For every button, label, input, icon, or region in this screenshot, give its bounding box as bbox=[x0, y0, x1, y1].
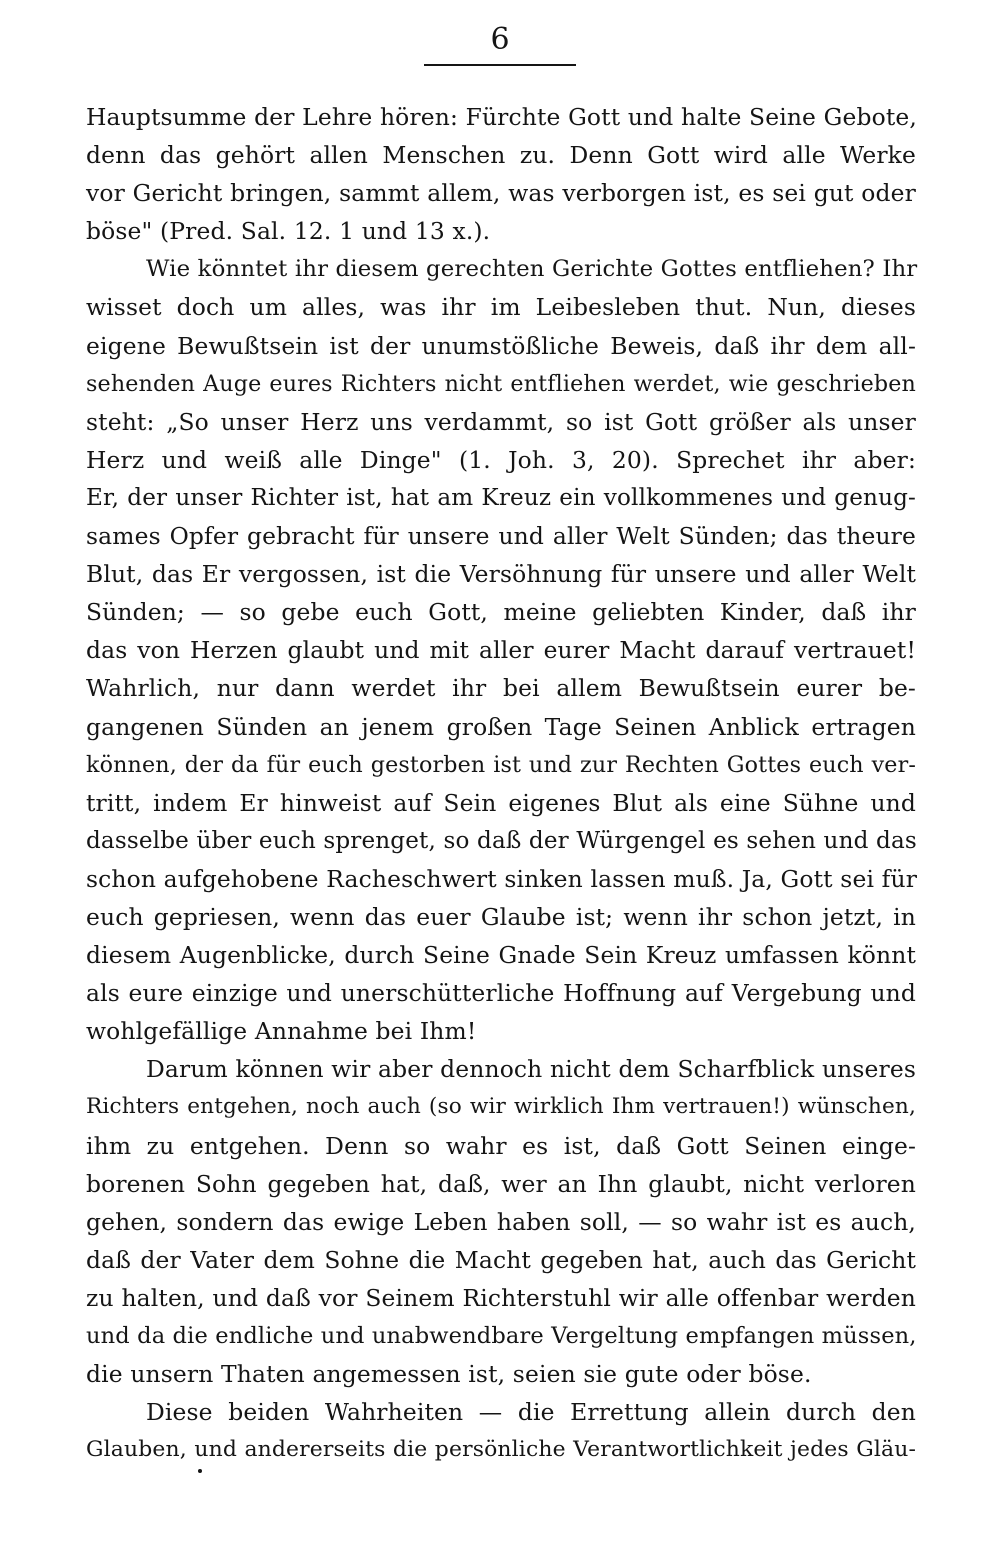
text-line: dasselbe über euch sprenget, so daß der Würgengel es sehen und das bbox=[86, 827, 917, 854]
text-line: tritt, indem Er hinweist auf Sein eigenes Blut als eine Sühne und bbox=[86, 788, 916, 817]
text-line: borenen Sohn gegeben hat, daß, wer an Ihn glaubt, nicht verloren bbox=[86, 1169, 916, 1198]
page-number: 6 bbox=[490, 22, 510, 57]
text-line: und da die endliche und unabwendbare Vergeltung empfangen müssen, bbox=[86, 1323, 917, 1349]
text-line: wisset doch um alles, was ihr im Leibesleben thut. Nun, dieses bbox=[86, 293, 916, 322]
text-line: gehen, sondern das ewige Leben haben soll, — so wahr ist es auch, bbox=[86, 1207, 916, 1236]
text-line: zu halten, und daß vor Seinem Richterstuhl wir alle offenbar werden bbox=[86, 1283, 916, 1312]
text-line: denn das gehört allen Menschen zu. Denn Gott wird alle Werke bbox=[86, 141, 916, 170]
text-line: daß der Vater dem Sohne die Macht gegeben hat, auch das Gericht bbox=[86, 1245, 916, 1274]
header-rule bbox=[424, 64, 576, 66]
text-line: das von Herzen glaubt und mit aller eurer Macht darauf vertrauet! bbox=[86, 636, 916, 665]
text-line: Herz und weiß alle Dinge" (1. Joh. 3, 20). Sprechet ihr aber: bbox=[86, 445, 916, 474]
body-text bbox=[86, 98, 916, 1469]
text-line: Hauptsumme der Lehre hören: Fürchte Gott und halte Seine Gebote, bbox=[86, 103, 917, 131]
text-line: Richters entgehen, noch auch (so wir wirklich Ihm vertrauen!) wünschen, bbox=[86, 1094, 916, 1120]
text-line: Er, der unser Richter ist, hat am Kreuz ein vollkommenes und genug- bbox=[86, 484, 916, 511]
text-line: wohlgefällige Annahme bei Ihm! bbox=[86, 1017, 477, 1046]
text-line: vor Gericht bringen, sammt allem, was verborgen ist, es sei gut oder bbox=[86, 179, 916, 208]
ink-speck bbox=[198, 1469, 202, 1473]
text-line: diesem Augenblicke, durch Seine Gnade Sein Kreuz umfassen könnt bbox=[86, 941, 916, 970]
text-line: sehenden Auge eures Richters nicht entfliehen werdet, wie geschrieben bbox=[86, 370, 916, 397]
text-line: Wie könntet ihr diesem gerechten Gerichte Gottes entfliehen? Ihr bbox=[146, 256, 918, 283]
text-line: sames Opfer gebracht für unsere und aller Welt Sünden; das theure bbox=[86, 522, 916, 551]
text-line: Darum können wir aber dennoch nicht dem Scharfblick unseres bbox=[146, 1055, 916, 1084]
text-line: gangenen Sünden an jenem großen Tage Seinen Anblick ertragen bbox=[86, 712, 916, 741]
text-line: Sünden; — so gebe euch Gott, meine geliebten Kinder, daß ihr bbox=[86, 598, 916, 627]
text-line: Diese beiden Wahrheiten — die Errettung allein durch den bbox=[146, 1398, 916, 1427]
text-line: ihm zu entgehen. Denn so wahr es ist, daß Gott Seinen einge- bbox=[86, 1131, 916, 1160]
text-line: Wahrlich, nur dann werdet ihr bei allem Bewußtsein eurer be- bbox=[86, 674, 916, 703]
text-line: euch gepriesen, wenn das euer Glaube ist; wenn ihr schon jetzt, in bbox=[86, 902, 916, 931]
text-line: eigene Bewußtsein ist der unumstößliche Beweis, daß ihr dem all- bbox=[86, 331, 916, 360]
text-line: Glauben, und andererseits die persönliche Verantwortlichkeit jedes Gläu- bbox=[86, 1437, 916, 1463]
text-line: böse" (Pred. Sal. 12. 1 und 13 x.). bbox=[86, 217, 491, 246]
text-line: steht: „So unser Herz uns verdammt, so ist Gott größer als unser bbox=[86, 407, 916, 436]
text-line: als eure einzige und unerschütterliche Hoffnung auf Vergebung und bbox=[86, 979, 916, 1008]
text-line: schon aufgehobene Racheschwert sinken lassen muß. Ja, Gott sei für bbox=[86, 864, 918, 893]
text-line: die unsern Thaten angemessen ist, seien sie gute oder böse. bbox=[86, 1360, 812, 1389]
text-line: können, der da für euch gestorben ist und zur Rechten Gottes euch ver- bbox=[86, 751, 916, 778]
text-line: Blut, das Er vergossen, ist die Versöhnung für unsere und aller Welt bbox=[86, 560, 916, 589]
